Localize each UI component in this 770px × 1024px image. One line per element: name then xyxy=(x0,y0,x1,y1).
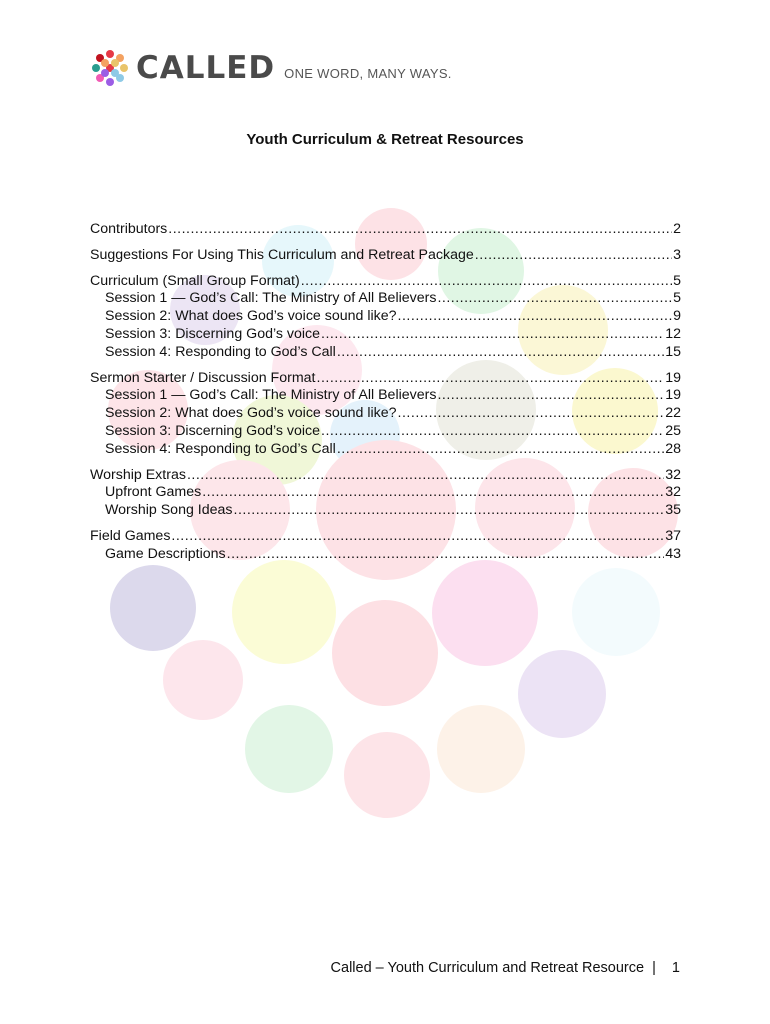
toc-dot-leader xyxy=(437,387,664,405)
toc-entry-title: Game Descriptions xyxy=(105,545,226,562)
toc-entry[interactable] xyxy=(90,370,681,388)
toc-entry[interactable] xyxy=(90,528,681,546)
toc-dot-leader xyxy=(317,370,665,388)
logo-dot xyxy=(106,50,114,58)
toc-page-number: 32 xyxy=(665,484,681,501)
toc-subentry[interactable] xyxy=(90,326,681,344)
toc-subentry[interactable] xyxy=(90,344,681,362)
logo-dot xyxy=(101,59,109,67)
toc-entry-title: Upfront Games xyxy=(105,484,202,501)
toc-page-number: 22 xyxy=(665,405,681,422)
toc-entry-title: Session 1 — God’s Call: The Ministry of All Believers xyxy=(105,290,437,307)
watermark-circle xyxy=(432,560,538,666)
toc-entry-title: Session 1 — God’s Call: The Ministry of All Believers xyxy=(105,387,437,404)
toc-page-number: 19 xyxy=(665,369,681,386)
watermark-circle xyxy=(332,600,438,706)
toc-dot-leader xyxy=(171,528,664,546)
toc-page-number: 3 xyxy=(673,246,681,263)
toc-entry[interactable] xyxy=(90,467,681,485)
toc-subentry[interactable] xyxy=(90,546,681,564)
toc-dot-leader xyxy=(475,247,672,265)
logo-dot xyxy=(111,59,119,67)
footer-text: Called – Youth Curriculum and Retreat Resource xyxy=(330,960,645,976)
toc-entry-title: Session 4: Responding to God’s Call xyxy=(105,343,336,360)
toc-dot-leader xyxy=(398,405,665,423)
toc-group xyxy=(90,247,681,265)
toc-subentry[interactable] xyxy=(90,484,681,502)
toc-page-number: 35 xyxy=(665,502,681,519)
toc-group xyxy=(90,273,681,362)
toc-page-number: 32 xyxy=(665,466,681,483)
logo-dot xyxy=(120,64,128,72)
toc-subentry[interactable] xyxy=(90,502,681,520)
toc-page-number: 12 xyxy=(665,325,681,342)
toc-entry-title: Sermon Starter / Discussion Format xyxy=(90,369,316,386)
toc-entry-title: Contributors xyxy=(90,221,168,237)
toc-page-number: 28 xyxy=(665,440,681,457)
logo-dot xyxy=(106,78,114,86)
toc-dot-leader xyxy=(227,546,665,564)
document-title: Youth Curriculum & Retreat Resources xyxy=(246,131,524,148)
toc-group xyxy=(90,221,681,239)
toc-group xyxy=(90,528,681,564)
toc-entry[interactable] xyxy=(90,247,681,265)
toc-entry-title: Suggestions For Using This Curriculum and Retreat Package xyxy=(90,246,474,263)
toc-subentry[interactable] xyxy=(90,441,681,459)
toc-entry-title: Session 3: Discerning God’s voice xyxy=(105,422,321,439)
called-logo xyxy=(92,48,452,88)
watermark-circle xyxy=(344,732,430,818)
logo-dot xyxy=(92,64,100,72)
toc-page-number: 5 xyxy=(673,290,681,307)
logo-dot xyxy=(101,69,109,77)
toc-entry-title: Curriculum (Small Group Format) xyxy=(90,272,300,289)
page-number: 1 xyxy=(671,960,680,976)
footer-separator: | xyxy=(652,960,656,976)
toc-dot-leader xyxy=(321,423,664,441)
toc-entry-title: Session 4: Responding to God’s Call xyxy=(105,440,336,457)
toc-group xyxy=(90,467,681,520)
logo-dot xyxy=(111,69,119,77)
toc-dot-leader xyxy=(398,308,673,326)
toc-page-number: 43 xyxy=(665,545,681,562)
toc-entry-title: Field Games xyxy=(90,527,171,544)
toc-dot-leader xyxy=(187,467,664,485)
logo-wordmark: CALLED xyxy=(136,49,276,86)
toc-page-number: 9 xyxy=(673,308,681,325)
page-footer xyxy=(331,960,680,976)
watermark-circle xyxy=(245,705,333,793)
toc-entry-title: Session 3: Discerning God’s voice xyxy=(105,325,321,342)
toc-dot-leader xyxy=(437,290,672,308)
toc-dot-leader xyxy=(202,484,664,502)
toc-page-number: 25 xyxy=(665,422,681,439)
toc-dot-leader xyxy=(168,221,672,239)
toc-subentry[interactable] xyxy=(90,405,681,423)
watermark-circle xyxy=(163,640,243,720)
toc-dot-leader xyxy=(321,326,664,344)
toc-page-number: 19 xyxy=(665,387,681,404)
toc-page-number: 37 xyxy=(665,527,681,544)
toc-subentry[interactable] xyxy=(90,290,681,308)
toc-subentry[interactable] xyxy=(90,387,681,405)
toc-page-number: 15 xyxy=(665,343,681,360)
watermark-circle xyxy=(110,565,196,651)
toc-entry-title: Session 2: What does God’s voice sound like? xyxy=(105,308,397,325)
toc-dot-leader xyxy=(234,502,665,520)
toc-entry-title: Worship Song Ideas xyxy=(105,502,233,519)
toc-subentry[interactable] xyxy=(90,423,681,441)
table-of-contents xyxy=(90,221,681,572)
logo-mark-icon xyxy=(92,50,128,86)
toc-group xyxy=(90,370,681,459)
toc-entry-title: Worship Extras xyxy=(90,466,186,483)
toc-subentry[interactable] xyxy=(90,308,681,326)
toc-dot-leader xyxy=(337,441,664,459)
watermark-circle xyxy=(232,560,336,664)
toc-entry-title: Session 2: What does God’s voice sound like? xyxy=(105,405,397,422)
toc-page-number: 5 xyxy=(673,272,681,289)
logo-tagline: ONE WORD, MANY WAYS. xyxy=(284,65,452,81)
toc-dot-leader xyxy=(301,273,672,291)
watermark-circle xyxy=(572,568,660,656)
toc-entry[interactable] xyxy=(90,221,681,239)
watermark-circle xyxy=(518,650,606,738)
toc-entry[interactable] xyxy=(90,273,681,291)
toc-dot-leader xyxy=(337,344,664,362)
watermark-circle xyxy=(437,705,525,793)
toc-page-number: 2 xyxy=(673,221,681,237)
